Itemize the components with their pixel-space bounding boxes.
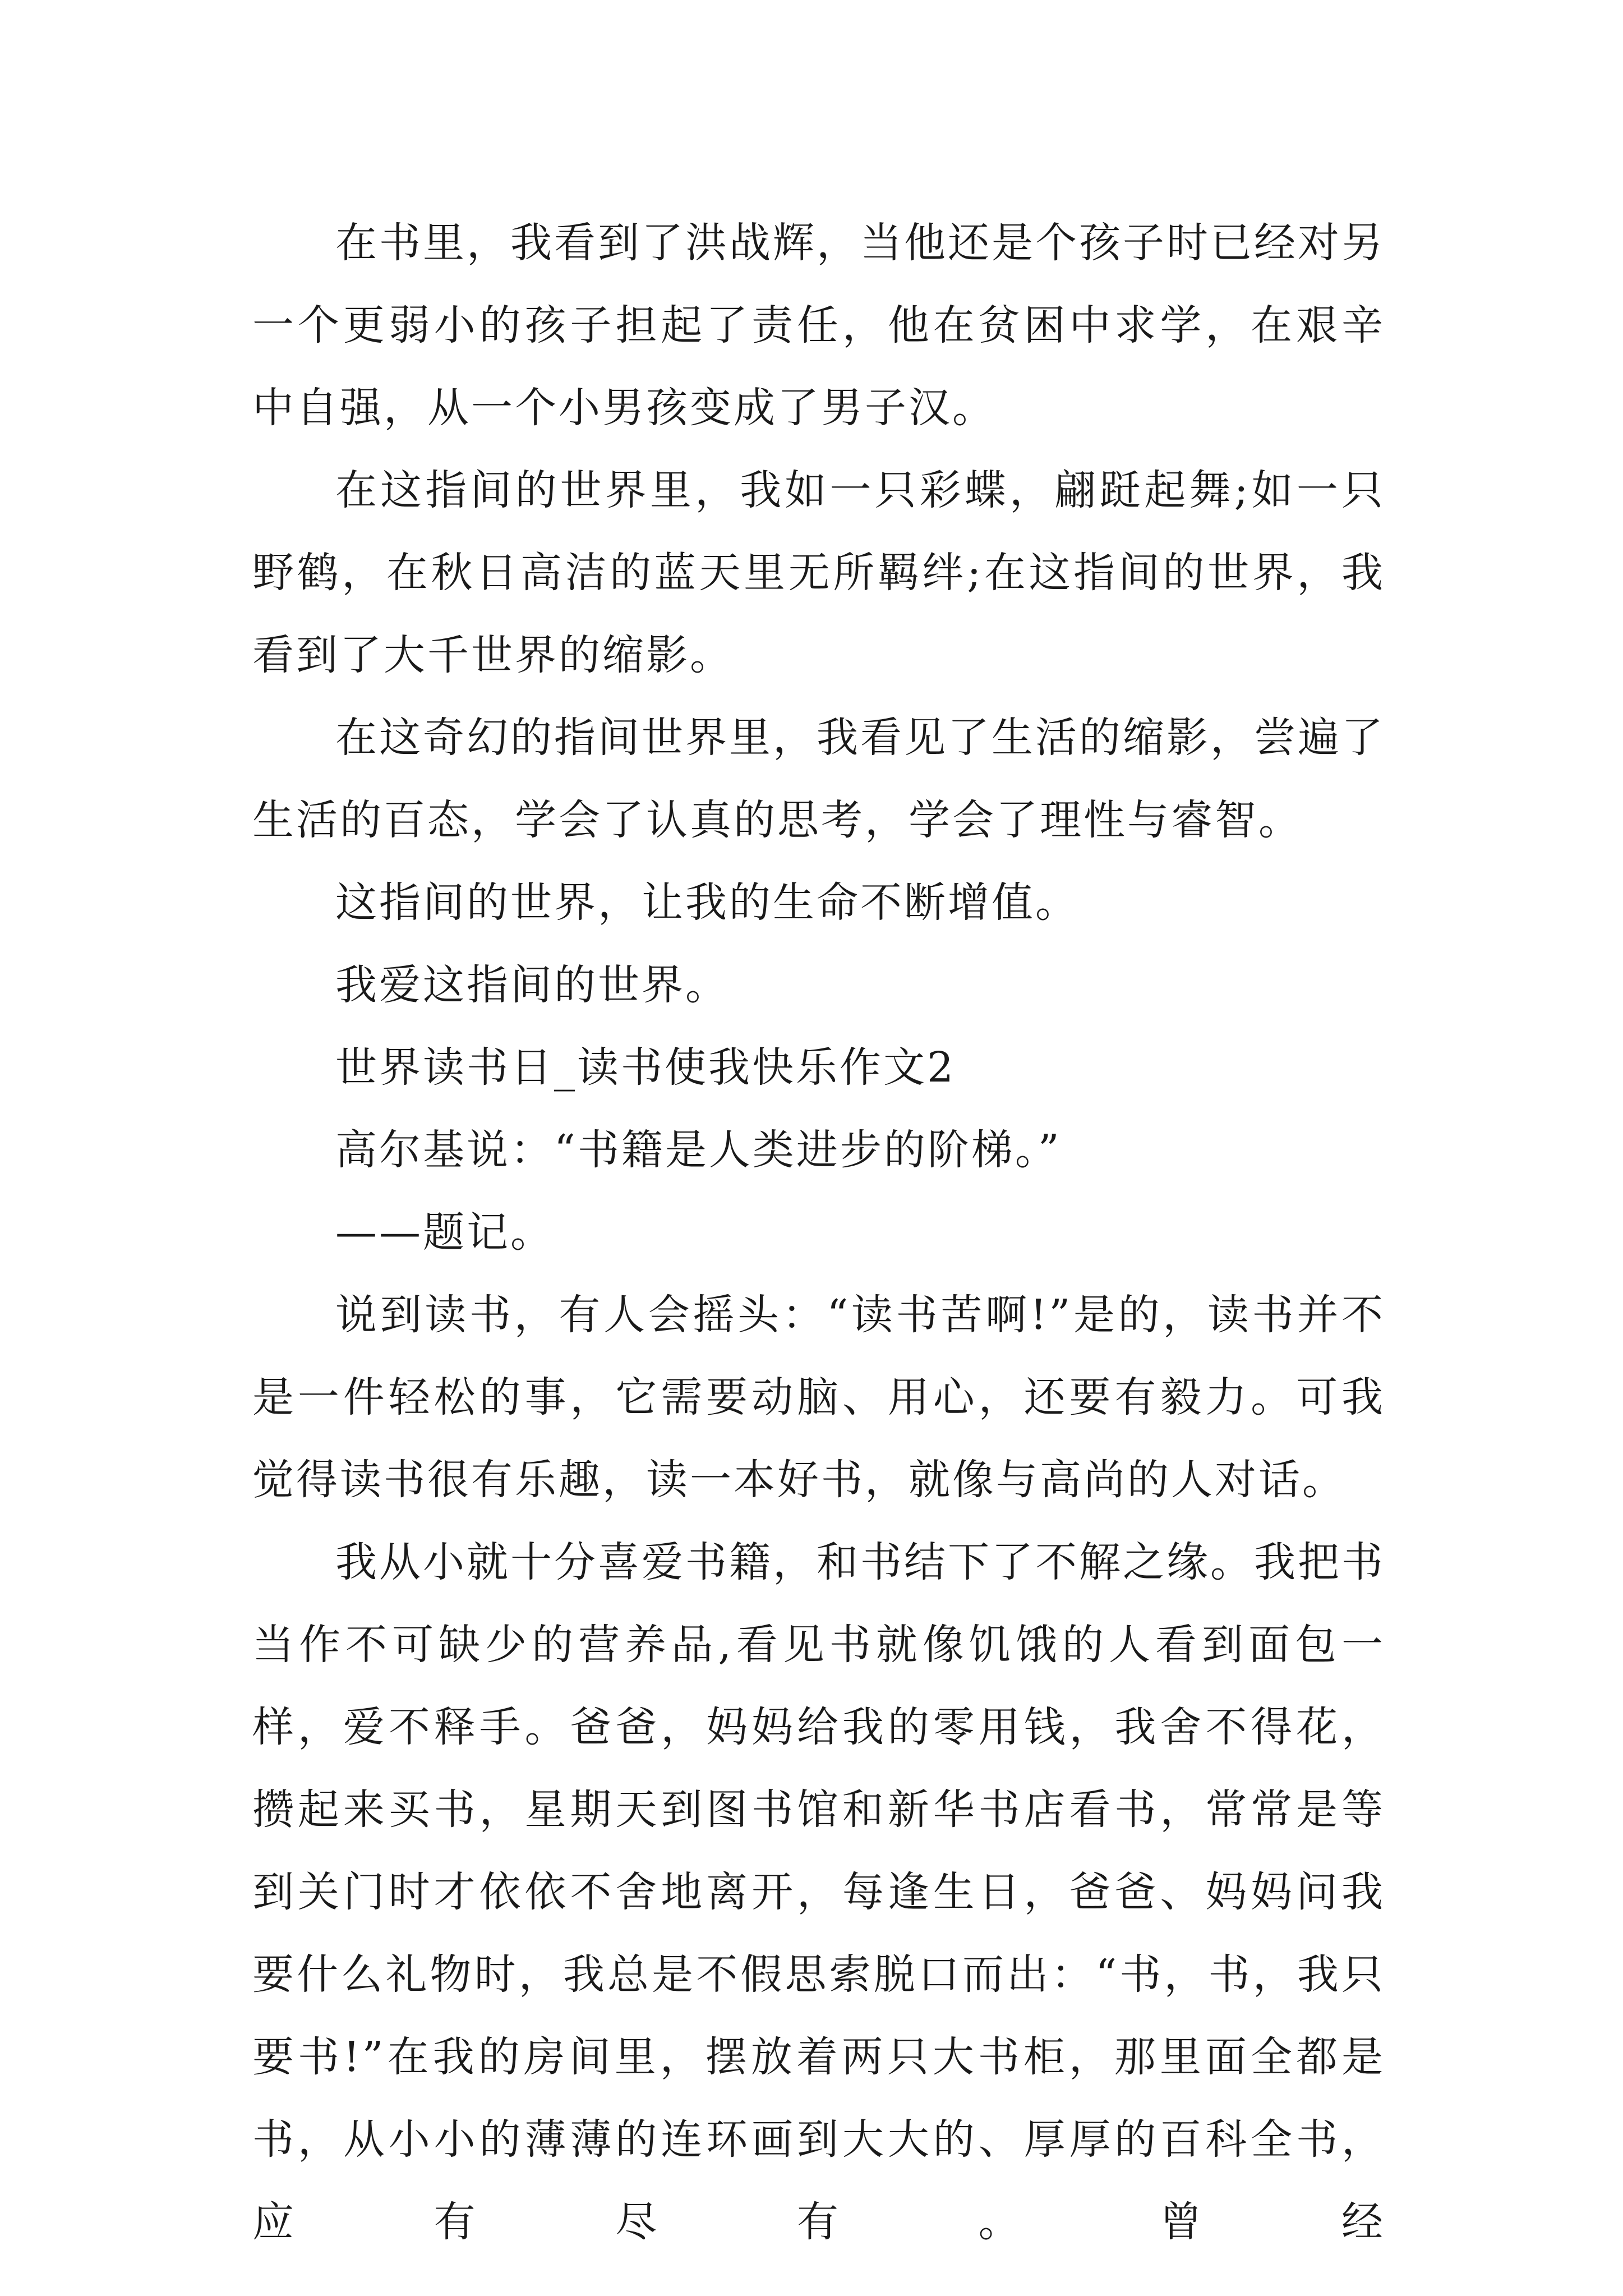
- essay-title-2: 世界读书日_读书使我快乐作文2: [335, 1043, 956, 1092]
- paragraph-4: 这指间的世界，让我的生命不断增值。: [335, 878, 1079, 927]
- epigraph-attribution: ——题记。: [335, 1208, 554, 1257]
- paragraph-6: 说到读书，有人会摇头：“读书苦啊!”是的，读书并不是一件轻松的事，它需要动脑、用心，还要有毅力。可我觉得读书很有乐趣，读一本好书，就像与高尚的人对话。: [252, 1291, 1385, 1504]
- essay-body: [252, 202, 1385, 2263]
- paragraph-7: 我从小就十分喜爱书籍，和书结下了不解之缘。我把书当作不可缺少的营养品,看见书就像饥饿的人看到面包一样，爱不释手。爸爸，妈妈给我的零用钱，我舍不得花，攒起来买书，星期天到图书馆和新华书店看书，常常是等到关门时才依依不舍地离开，每逢生日，爸爸、妈妈问我要什么礼物时，我总是不假思索脱口而出：“书，书，我只要书!”在我的房间里，摆放着两只大书柜，那里面全都是书，从小小的薄薄的连环画到大大的、厚厚的百科全书，应有尽有。曾经: [252, 1538, 1385, 2246]
- paragraph-3: 在这奇幻的指间世界里，我看见了生活的缩影，尝遍了生活的百态，学会了认真的思考，学会了理性与睿智。: [252, 714, 1385, 844]
- epigraph-quote: 高尔基说：“书籍是人类进步的阶梯。”: [335, 1126, 1062, 1174]
- paragraph-2: 在这指间的世界里，我如一只彩蝶，翩跹起舞;如一只野鹤，在秋日高洁的蓝天里无所羁绊;在这指间的世界，我看到了大千世界的缩影。: [252, 466, 1385, 679]
- paragraph-1: 在书里，我看到了洪战辉，当他还是个孩子时已经对另一个更弱小的孩子担起了责任，他在贫困中求学，在艰辛中自强，从一个小男孩变成了男子汉。: [252, 219, 1385, 432]
- paragraph-5: 我爱这指间的世界。: [335, 961, 729, 1009]
